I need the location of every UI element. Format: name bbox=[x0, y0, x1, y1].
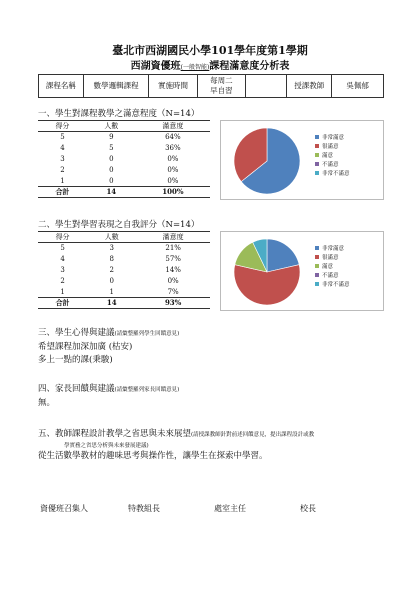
table-row bbox=[38, 143, 210, 154]
cell: 3 bbox=[60, 266, 65, 274]
cell: 0% bbox=[167, 166, 179, 174]
section5-title: 五、教師課程設計教學之省思與未來展望 bbox=[38, 429, 192, 439]
label-teacher: 授課教師 bbox=[287, 75, 332, 98]
table-row bbox=[38, 132, 210, 143]
table-header-row bbox=[38, 121, 210, 132]
section5-body: 從生活數學教材的趣味思考與操作性，讓學生在探索中學習。 bbox=[38, 451, 268, 461]
feedback-line: 希望課程加深加廣 (枯安) bbox=[38, 342, 133, 352]
section2-title: 二、學生對學習表現之自我評分（N=14） bbox=[38, 220, 200, 230]
legend-label: 非常滿意 bbox=[322, 245, 345, 252]
header-score: 得分 bbox=[38, 121, 87, 132]
cell: 0 bbox=[109, 176, 114, 185]
page-title: 臺北市西湖國民小學101學年度第1學期 bbox=[112, 44, 308, 57]
legend-label: 滿意 bbox=[322, 152, 334, 159]
header-satisfaction: 滿意度 bbox=[136, 232, 210, 243]
legend-swatch bbox=[315, 135, 319, 139]
cell: 14% bbox=[165, 266, 181, 274]
header-score: 得分 bbox=[38, 232, 87, 243]
cell: 0 bbox=[109, 277, 114, 285]
table-row bbox=[38, 176, 210, 187]
time-line2: 早自習 bbox=[210, 86, 233, 95]
total-row bbox=[38, 298, 210, 309]
legend-item bbox=[315, 132, 350, 141]
total-row bbox=[38, 187, 210, 198]
legend-swatch bbox=[315, 162, 319, 166]
signature-coordinator: 資優班召集人 bbox=[40, 504, 88, 513]
cell: 5 bbox=[60, 244, 65, 253]
cell: 0% bbox=[167, 155, 179, 163]
course-info-row bbox=[39, 75, 384, 98]
legend-item bbox=[315, 168, 350, 177]
section4 bbox=[38, 383, 179, 410]
section1-legend bbox=[315, 132, 350, 177]
section5-note-2: 學實務之省思分析與未來發展建議) bbox=[64, 443, 149, 449]
course-time bbox=[197, 75, 245, 98]
subtitle-class: 西湖資優班 bbox=[130, 61, 181, 72]
cell: 1 bbox=[60, 176, 65, 185]
legend-swatch bbox=[315, 153, 319, 157]
table-row bbox=[38, 254, 210, 265]
legend-item bbox=[315, 279, 350, 288]
cell: 5 bbox=[60, 133, 65, 142]
section1-title: 一、學生對課程教學之滿意程度（N=14） bbox=[38, 109, 200, 119]
table-row bbox=[38, 154, 210, 165]
cell: 64% bbox=[165, 133, 181, 142]
header-count: 人數 bbox=[87, 232, 136, 243]
feedback-line: 多上一點的課(秉駿) bbox=[38, 355, 113, 365]
table-row bbox=[38, 243, 210, 254]
table-row bbox=[38, 287, 210, 298]
cell: 2 bbox=[60, 166, 65, 174]
legend-label: 不滿意 bbox=[322, 272, 339, 279]
cell: 0 bbox=[109, 166, 114, 174]
subtitle-small: (一般智能) bbox=[180, 64, 210, 71]
legend-label: 非常不滿意 bbox=[322, 170, 350, 177]
cell: 5 bbox=[109, 144, 114, 152]
cell: 100% bbox=[136, 187, 210, 198]
cell: 1 bbox=[60, 287, 65, 296]
section1-pie bbox=[227, 121, 307, 201]
teacher-name: 吳佩郁 bbox=[332, 75, 384, 98]
label-time: 實施時間 bbox=[149, 75, 197, 98]
section3-note: (請彙整羅列學生回饋意見) bbox=[114, 331, 180, 337]
cell: 9 bbox=[109, 133, 114, 142]
legend-item bbox=[315, 261, 350, 270]
cell: 8 bbox=[109, 255, 114, 263]
section5-note-1: (請授課教師針對前述回饋意見，提出課程設計或教 bbox=[191, 432, 315, 438]
cell: 14 bbox=[87, 187, 136, 198]
page-subtitle bbox=[0, 57, 420, 72]
table-header-row bbox=[38, 232, 210, 243]
cell: 3 bbox=[60, 155, 65, 163]
legend-label: 滿意 bbox=[322, 263, 334, 270]
legend-label: 很滿意 bbox=[322, 143, 339, 150]
legend-item bbox=[315, 150, 350, 159]
legend-swatch bbox=[315, 282, 319, 286]
cell: 93% bbox=[136, 298, 210, 309]
header-satisfaction: 滿意度 bbox=[136, 121, 210, 132]
cell: 2 bbox=[60, 277, 65, 285]
course-name: 數學邏輯課程 bbox=[83, 75, 149, 98]
legend-swatch bbox=[315, 255, 319, 259]
cell: 合計 bbox=[38, 187, 87, 198]
section4-heading bbox=[38, 383, 179, 397]
cell: 3 bbox=[109, 244, 114, 253]
section2-table bbox=[38, 231, 210, 309]
section3-title: 三、學生心得與建議 bbox=[38, 328, 115, 338]
section3-heading bbox=[38, 327, 179, 341]
cell: 4 bbox=[60, 255, 65, 263]
table-row bbox=[38, 276, 210, 287]
signature-special-ed: 特教組長 bbox=[128, 504, 160, 513]
label-course: 課程名稱 bbox=[39, 75, 84, 98]
cell: 21% bbox=[165, 244, 181, 253]
signature-principal: 校長 bbox=[300, 504, 316, 513]
legend-item bbox=[315, 252, 350, 261]
cell: 1 bbox=[109, 287, 114, 296]
section1-table bbox=[38, 120, 210, 198]
section4-note: (請彙整羅列家長回饋意見) bbox=[114, 387, 180, 393]
legend-swatch bbox=[315, 144, 319, 148]
table-row bbox=[38, 265, 210, 276]
section2-pie bbox=[227, 232, 307, 312]
header-count: 人數 bbox=[87, 121, 136, 132]
legend-swatch bbox=[315, 246, 319, 250]
legend-item bbox=[315, 159, 350, 168]
legend-swatch bbox=[315, 264, 319, 268]
cell: 14 bbox=[87, 298, 136, 309]
section3 bbox=[38, 327, 179, 367]
course-blank bbox=[245, 75, 286, 98]
section2-legend bbox=[315, 243, 350, 288]
legend-label: 很滿意 bbox=[322, 254, 339, 261]
section4-body: 無。 bbox=[38, 398, 56, 408]
legend-label: 不滿意 bbox=[322, 161, 339, 168]
course-info-table bbox=[38, 74, 384, 98]
signature-director: 處室主任 bbox=[214, 504, 246, 513]
cell: 0% bbox=[167, 277, 179, 285]
legend-swatch bbox=[315, 273, 319, 277]
section1-chart bbox=[220, 120, 384, 200]
section4-title: 四、家長回饋與建議 bbox=[38, 384, 115, 394]
time-line1: 每周二 bbox=[210, 76, 233, 85]
section5-heading bbox=[38, 428, 384, 442]
cell: 0% bbox=[167, 176, 179, 185]
legend-item bbox=[315, 270, 350, 279]
section5 bbox=[38, 428, 384, 463]
legend-item bbox=[315, 243, 350, 252]
legend-label: 非常不滿意 bbox=[322, 281, 350, 288]
cell: 0 bbox=[109, 155, 114, 163]
legend-item bbox=[315, 141, 350, 150]
legend-swatch bbox=[315, 171, 319, 175]
cell: 7% bbox=[167, 287, 179, 296]
section2-chart bbox=[220, 231, 384, 311]
cell: 36% bbox=[165, 144, 181, 152]
subtitle-form: 課程滿意度分析表 bbox=[209, 61, 290, 72]
legend-label: 非常滿意 bbox=[322, 134, 345, 141]
cell: 合計 bbox=[38, 298, 87, 309]
table-row bbox=[38, 165, 210, 176]
cell: 4 bbox=[60, 144, 65, 152]
cell: 57% bbox=[165, 255, 181, 263]
cell: 2 bbox=[109, 266, 114, 274]
